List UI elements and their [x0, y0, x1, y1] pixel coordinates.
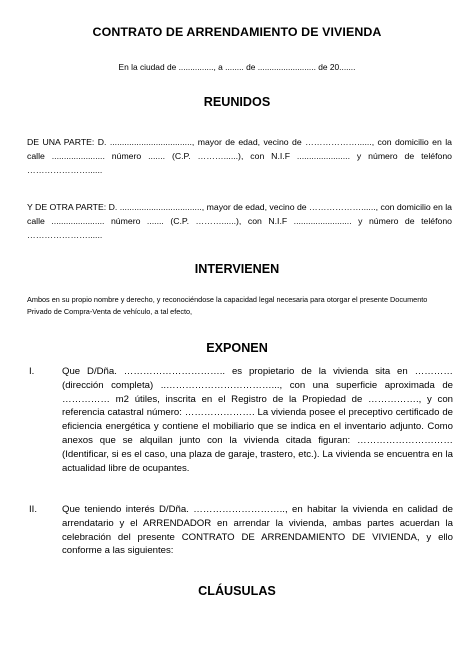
exponen-item-numeral: I.: [29, 366, 35, 377]
intervienen-paragraph: Ambos en su propio nombre y derecho, y reconociéndose la capacidad legal necesaria para otorgar el presente Documento Privado de Compra-Venta de vehículo, a tal efecto,: [27, 295, 428, 316]
city-date-line: En la ciudad de ..............., a ........ de ......................... de 20.......: [118, 62, 356, 72]
clausulas-heading: CLÁUSULAS: [198, 584, 276, 598]
exponen-heading: EXPONEN: [206, 341, 268, 355]
exponen-item-text: Que teniendo interés D/Dña. ……………………….., en habitar la vivienda en calidad de arrendatario y el ARRENDADOR en arrendar la vivienda, ambas partes acuerdan la celebración del presente CONTRATO DE ARRENDAMIENTO DE VIVIENDA, y ello conforme a las siguientes:: [62, 504, 453, 557]
reunidos-heading: REUNIDOS: [203, 95, 271, 109]
party-one-paragraph: DE UNA PARTE: D. .................................., mayor de edad, vecino de ………………......, con domicilio en la calle ...................... número ....... (C.P. ………......), con N.I.F ...................... y número de teléfono …………………......: [27, 137, 452, 176]
intervienen-heading: INTERVIENEN: [194, 262, 280, 276]
document-title: CONTRATO DE ARRENDAMIENTO DE VIVIENDA: [92, 25, 382, 39]
exponen-item-text: Que D/Dña. ………………………….. es propietario de la vivienda sita en ………… (dirección completa) ..……………………………..., con una superficie aproximada de …………… m2 útiles, inscrita en el Registro de la Propiedad de ……………., y con referencia catastral número: …………………. La vivienda posee el preceptivo certificado de eficiencia energética y contiene el mobiliario que se indica en el inventario adjunto. Como anexos que se alquilan junto con la vivienda citada figuran: ………………………… (Identificar, si es el caso, una plaza de garaje, trastero, etc.). La vivienda se encuentra en la actualidad libre de ocupantes.: [62, 366, 453, 474]
party-two-paragraph: Y DE OTRA PARTE: D. .................................., mayor de edad, vecino de ………………......, con domicilio en la calle ...................... número ....... (C.P. ………......), con N.I.F ........................ y número de teléfono …………………......: [27, 202, 452, 241]
exponen-item-numeral: II.: [29, 504, 37, 515]
